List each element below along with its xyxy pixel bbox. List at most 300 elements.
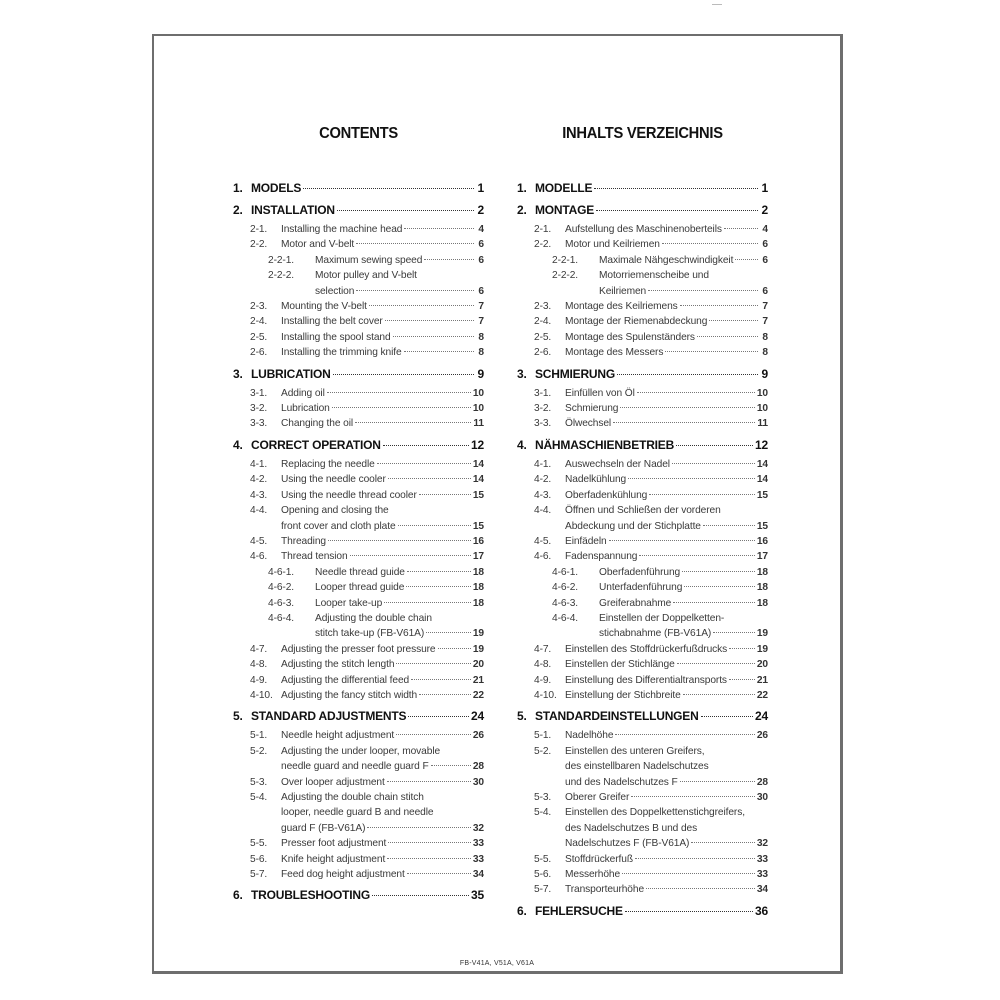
toc-entry-number: 4-6.	[250, 551, 268, 563]
dot-leader	[662, 243, 758, 244]
toc-entry-5-1[interactable]	[233, 728, 484, 743]
toc-entry-number: 4-8.	[534, 659, 552, 671]
dot-leader	[387, 858, 471, 859]
toc-entry-title: Installing the belt cover	[281, 316, 383, 328]
dot-leader	[385, 320, 474, 321]
dot-leader	[676, 445, 753, 446]
toc-entry-title: Threading	[281, 535, 326, 547]
toc-entry-number: 2.	[517, 203, 527, 217]
toc-entry-title: Aufstellung des Maschinenoberteils	[565, 224, 722, 235]
toc-entry-2-2-1[interactable]	[233, 253, 484, 268]
toc-page-number: 7	[478, 316, 484, 328]
dot-leader	[369, 305, 474, 306]
toc-page-number: 15	[756, 489, 768, 501]
toc-entry-number: 4-6.	[534, 551, 552, 563]
toc-entry-title: Feed dog height adjustment	[281, 869, 405, 881]
dot-leader	[639, 555, 755, 556]
dot-leader	[384, 602, 471, 603]
toc-entry-title: Replacing the needle	[281, 458, 375, 470]
toc-entry-5-4-cont[interactable]	[517, 821, 768, 836]
toc-entry-number: 2-4.	[250, 316, 268, 328]
toc-page-number: 24	[755, 709, 768, 724]
toc-entry-title: Adjusting the presser foot pressure	[281, 643, 436, 655]
contents-title-german: INHALTS VERZEICHNIS	[562, 125, 723, 142]
toc-entry-5-6[interactable]	[233, 852, 484, 867]
toc-page-number: 10	[472, 403, 484, 415]
toc-entry-5-6[interactable]	[517, 867, 768, 882]
dot-leader	[327, 392, 471, 393]
toc-entry-2-4[interactable]	[517, 314, 768, 329]
toc-entry-number: 5-1.	[250, 730, 268, 742]
toc-entry-5[interactable]	[517, 708, 768, 725]
toc-entry-number: 4-2.	[534, 474, 552, 486]
toc-entry-title: Einstellung des Differentialtransports	[565, 674, 727, 686]
toc-entry-5-2[interactable]	[233, 744, 484, 759]
toc-entry-title: Einstellen des Stoffdrückerfußdrucks	[565, 643, 728, 655]
toc-entry-number: 2-5.	[534, 331, 552, 343]
toc-entry-title: Motor und Keilriemen	[565, 239, 660, 251]
toc-entry-6[interactable]	[233, 887, 484, 904]
toc-entry-4[interactable]	[233, 437, 484, 454]
toc-page-number: 1	[761, 181, 768, 195]
toc-entry-title: Motor pulley and V-belt	[315, 270, 417, 282]
dot-leader	[303, 188, 474, 189]
toc-entry-2-2[interactable]	[517, 237, 768, 252]
dot-leader	[683, 694, 755, 695]
toc-entry-5-4-cont[interactable]	[517, 836, 768, 851]
dot-leader	[404, 228, 474, 229]
toc-entry-number: 4-10.	[534, 689, 557, 701]
toc-entry-6[interactable]	[517, 903, 768, 920]
toc-page-number: 6	[762, 254, 768, 266]
toc-page-number: 28	[472, 761, 484, 773]
toc-entry-title: LUBRICATION	[251, 366, 331, 381]
toc-entry-4-6-2[interactable]	[517, 580, 768, 595]
dot-leader	[649, 494, 755, 495]
toc-entry-title: Fadenspannung	[565, 551, 638, 563]
toc-entry-title: Ölwechsel	[565, 418, 612, 430]
toc-entry-4-1[interactable]	[517, 457, 768, 472]
toc-entry-number: 3.	[233, 366, 243, 381]
toc-entry-number: 5-5.	[250, 838, 268, 850]
toc-entry-4-4[interactable]	[517, 503, 768, 518]
toc-entry-title: stitch take-up (FB-V61A)	[315, 628, 425, 640]
toc-entry-number: 5-4.	[250, 792, 268, 803]
toc-entry-title: Oberfadenkühlung	[565, 489, 648, 501]
toc-entry-number: 2-1.	[534, 224, 552, 235]
toc-entry-3[interactable]	[517, 366, 768, 383]
toc-entry-number: 5.	[517, 709, 527, 724]
dot-leader	[646, 888, 755, 889]
toc-page-number: 34	[472, 869, 484, 881]
toc-entry-4-10[interactable]	[233, 688, 484, 703]
toc-entry-number: 1.	[233, 181, 243, 195]
dot-leader	[684, 586, 755, 587]
toc-entry-4-6[interactable]	[517, 549, 768, 564]
toc-entry-number: 5-3.	[250, 776, 268, 788]
toc-entry-4-4-cont[interactable]	[233, 519, 484, 534]
dot-leader	[408, 716, 469, 717]
toc-page-number: 32	[472, 822, 484, 834]
toc-entry-number: 4-7.	[250, 643, 268, 655]
toc-page-number: 8	[762, 347, 768, 359]
toc-entry-3-1[interactable]	[233, 386, 484, 401]
dot-leader	[431, 765, 471, 766]
toc-entry-2-2-2-cont[interactable]	[233, 284, 484, 299]
toc-page-number: 19	[756, 643, 768, 655]
toc-entry-number: 3-2.	[250, 403, 268, 415]
toc-page-number: 22	[472, 689, 484, 701]
toc-entry-4-8[interactable]	[233, 657, 484, 672]
toc-entry-5-5[interactable]	[517, 852, 768, 867]
toc-entry-1[interactable]	[233, 180, 484, 197]
toc-entry-title: Adjusting the double chain stitch	[281, 792, 424, 803]
dot-leader	[411, 679, 471, 680]
toc-page-number: 6	[478, 285, 484, 297]
toc-entry-title: Looper thread guide	[315, 582, 405, 594]
dot-leader	[372, 895, 469, 896]
dot-leader	[672, 463, 755, 464]
toc-entry-2-3[interactable]	[233, 299, 484, 314]
toc-page-number: 9	[477, 366, 484, 381]
page-footer-models: FB-V41A, V51A, V61A	[459, 960, 535, 967]
toc-page-number: 18	[756, 566, 768, 578]
toc-entry-number: 4-2.	[250, 474, 268, 486]
toc-entry-4-6-4[interactable]	[517, 611, 768, 626]
toc-page-number: 33	[472, 838, 484, 850]
toc-page-number: 15	[472, 489, 484, 501]
toc-entry-2[interactable]	[233, 202, 484, 219]
toc-entry-4-6-2[interactable]	[233, 580, 484, 595]
toc-page-number: 33	[472, 853, 484, 865]
toc-page-number: 2	[477, 203, 484, 217]
toc-entry-number: 5-1.	[534, 730, 552, 742]
toc-entry-4-6-3[interactable]	[233, 596, 484, 611]
toc-entry-2-5[interactable]	[233, 330, 484, 345]
toc-entry-number: 4-6-2.	[552, 582, 579, 594]
dot-leader	[393, 336, 474, 337]
toc-entry-title: Oberer Greifer	[565, 792, 630, 803]
toc-entry-2-6[interactable]	[517, 345, 768, 360]
toc-page-number: 4	[762, 224, 768, 235]
dot-leader	[383, 445, 469, 446]
toc-page-number: 14	[472, 474, 484, 486]
toc-entry-title: Öffnen und Schließen der vorderen	[565, 505, 721, 517]
toc-entry-5-3[interactable]	[517, 790, 768, 805]
dot-leader	[628, 478, 755, 479]
toc-page-number: 9	[761, 366, 768, 381]
toc-entry-4-2[interactable]	[517, 472, 768, 487]
scan-artifact	[712, 4, 722, 5]
toc-entry-number: 5-5.	[534, 853, 552, 865]
toc-page-number: 12	[471, 437, 484, 452]
toc-entry-number: 2.	[233, 203, 243, 217]
dot-leader	[396, 663, 470, 664]
toc-entry-number: 4-5.	[534, 535, 552, 547]
dot-leader	[350, 555, 471, 556]
toc-entry-5-7[interactable]	[517, 882, 768, 897]
toc-entry-5-4-cont[interactable]	[233, 805, 484, 820]
toc-entry-title: Changing the oil	[281, 418, 354, 430]
toc-entry-4-6-4[interactable]	[233, 611, 484, 626]
toc-entry-title: Opening and closing the	[281, 505, 389, 517]
toc-entry-2-3[interactable]	[517, 299, 768, 314]
toc-entry-title: Messerhöhe	[565, 869, 621, 881]
dot-leader	[620, 407, 754, 408]
toc-entry-3-3[interactable]	[517, 416, 768, 431]
toc-entry-number: 4-6-4.	[552, 612, 579, 624]
toc-entry-title: Motor and V-belt	[281, 239, 355, 251]
toc-entry-title: guard F (FB-V61A)	[281, 822, 366, 834]
toc-entry-number: 4-1.	[250, 458, 268, 470]
dot-leader	[387, 781, 471, 782]
dot-leader	[677, 663, 755, 664]
toc-entry-4-8[interactable]	[517, 657, 768, 672]
toc-entry-4-6[interactable]	[233, 549, 484, 564]
toc-page-number: 21	[756, 674, 768, 686]
toc-entry-number: 5-2.	[534, 745, 552, 757]
dot-leader	[424, 259, 474, 260]
toc-entry-3-3[interactable]	[233, 416, 484, 431]
toc-entry-number: 4-6-1.	[268, 566, 295, 578]
toc-entry-number: 5-3.	[534, 792, 552, 803]
toc-page-number: 22	[756, 689, 768, 701]
dot-leader	[615, 734, 754, 735]
toc-entry-number: 2-2.	[534, 239, 552, 251]
toc-entry-title: Einfädeln	[565, 535, 607, 547]
toc-entry-3[interactable]	[233, 366, 484, 383]
dot-leader	[337, 210, 474, 211]
toc-page-number: 7	[762, 316, 768, 328]
toc-entry-5-4[interactable]	[517, 805, 768, 820]
toc-page-number: 35	[471, 888, 484, 903]
toc-entry-4-6-4-cont[interactable]	[517, 626, 768, 641]
toc-page-number: 19	[756, 628, 768, 640]
toc-entry-number: 5-6.	[534, 869, 552, 881]
dot-leader	[729, 679, 755, 680]
toc-entry-4-9[interactable]	[517, 673, 768, 688]
toc-entry-2-4[interactable]	[233, 314, 484, 329]
toc-entry-4-4[interactable]	[233, 503, 484, 518]
dot-leader	[594, 188, 758, 189]
dot-leader	[625, 911, 753, 912]
dot-leader	[333, 374, 474, 375]
toc-entry-4-1[interactable]	[233, 457, 484, 472]
toc-entry-number: 4.	[517, 437, 527, 452]
toc-entry-2-1[interactable]	[233, 222, 484, 237]
toc-page-number: 26	[472, 730, 484, 742]
toc-entry-5-2-cont[interactable]	[517, 759, 768, 774]
toc-entry-title: Installing the trimming knife	[281, 347, 402, 359]
toc-entry-5-7[interactable]	[233, 867, 484, 882]
toc-page-number: 10	[756, 387, 768, 399]
toc-entry-title: Montage des Messers	[565, 347, 664, 359]
toc-entry-4-3[interactable]	[233, 488, 484, 503]
toc-entry-5-2-cont[interactable]	[517, 775, 768, 790]
toc-entry-4-4-cont[interactable]	[517, 519, 768, 534]
dot-leader	[709, 320, 758, 321]
toc-entry-title: Adding oil	[281, 387, 325, 399]
dot-leader	[404, 351, 474, 352]
toc-entry-2-1[interactable]	[517, 222, 768, 237]
toc-entry-title: stichabnahme (FB-V61A)	[599, 628, 712, 640]
dot-leader	[419, 494, 471, 495]
dot-leader	[703, 525, 755, 526]
toc-entry-title: Einstellen des Doppelkettenstichgreifers,	[565, 807, 745, 819]
toc-entry-number: 2-2-1.	[268, 254, 295, 266]
toc-entry-title: Einstellung der Stichbreite	[565, 689, 681, 701]
toc-entry-4-6-1[interactable]	[517, 565, 768, 580]
toc-entry-5-2[interactable]	[517, 744, 768, 759]
toc-entry-3-1[interactable]	[517, 386, 768, 401]
toc-page-number: 16	[756, 535, 768, 547]
dot-leader	[609, 540, 755, 541]
dot-leader	[680, 781, 755, 782]
dot-leader	[637, 392, 755, 393]
toc-page-number: 19	[472, 643, 484, 655]
toc-entry-number: 4-9.	[534, 674, 552, 686]
toc-entry-4-7[interactable]	[233, 642, 484, 657]
toc-entry-5-2-cont[interactable]	[233, 759, 484, 774]
toc-entry-title: Using the needle thread cooler	[281, 489, 417, 501]
dot-leader	[388, 842, 471, 843]
toc-page-number: 14	[756, 458, 768, 470]
toc-entry-1[interactable]	[517, 180, 768, 197]
toc-entry-number: 4.	[233, 437, 243, 452]
dot-leader	[724, 228, 758, 229]
dot-leader	[665, 351, 758, 352]
toc-entry-4-5[interactable]	[233, 534, 484, 549]
toc-entry-number: 4-6-1.	[552, 566, 579, 578]
toc-entry-4[interactable]	[517, 437, 768, 454]
toc-entry-title: des einstellbaren Nadelschutzes	[565, 761, 709, 773]
toc-entry-title: Einfüllen von Öl	[565, 387, 635, 399]
toc-entry-number: 2-6.	[250, 347, 268, 359]
toc-entry-4-6-1[interactable]	[233, 565, 484, 580]
toc-entry-title: Nadelhöhe	[565, 730, 614, 742]
dot-leader	[673, 602, 755, 603]
dot-leader	[438, 648, 471, 649]
toc-entry-4-3[interactable]	[517, 488, 768, 503]
toc-entry-2-2-2-cont[interactable]	[517, 284, 768, 299]
toc-entry-number: 4-1.	[534, 458, 552, 470]
dot-leader	[406, 586, 471, 587]
toc-entry-number: 4-3.	[534, 489, 552, 501]
toc-page-number: 33	[756, 869, 768, 881]
toc-entry-3-2[interactable]	[233, 401, 484, 416]
toc-entry-title: selection	[315, 285, 355, 297]
dot-leader	[617, 374, 758, 375]
toc-entry-number: 4-4.	[534, 505, 552, 517]
toc-entry-title: Montage der Riemenabdeckung	[565, 316, 708, 328]
dot-leader	[697, 336, 758, 337]
toc-page-number: 6	[478, 239, 484, 251]
toc-entry-title: STANDARD ADJUSTMENTS	[251, 709, 407, 724]
toc-entry-title: TROUBLESHOOTING	[251, 888, 370, 903]
toc-entry-title: Nadelkühlung	[565, 474, 627, 486]
toc-entry-number: 2-3.	[250, 301, 268, 313]
toc-entry-number: 4-4.	[250, 505, 268, 517]
toc-entry-title: MONTAGE	[535, 203, 595, 217]
toc-entry-title: Maximale Nähgeschwindigkeit	[599, 254, 734, 266]
toc-entry-title: Transporteurhöhe	[565, 884, 645, 896]
toc-page-number: 6	[478, 254, 484, 266]
toc-entry-title: Einstellen des unteren Greifers,	[565, 745, 705, 757]
toc-entry-5-3[interactable]	[233, 775, 484, 790]
toc-page-number: 17	[472, 551, 484, 563]
toc-entry-5-1[interactable]	[517, 728, 768, 743]
dot-leader	[613, 422, 755, 423]
toc-entry-title: MODELS	[251, 181, 302, 195]
toc-entry-2-2-2[interactable]	[517, 268, 768, 283]
toc-entry-number: 2-2-1.	[552, 254, 579, 266]
toc-entry-4-5[interactable]	[517, 534, 768, 549]
toc-entry-title: Unterfadenführung	[599, 582, 683, 594]
toc-page-number: 7	[478, 301, 484, 313]
toc-entry-title: needle guard and needle guard F	[281, 761, 429, 773]
toc-entry-5-5[interactable]	[233, 836, 484, 851]
toc-entry-number: 4-10.	[250, 689, 273, 701]
toc-entry-4-7[interactable]	[517, 642, 768, 657]
toc-entry-4-10[interactable]	[517, 688, 768, 703]
toc-entry-title: Einstellen der Doppelketten-	[599, 612, 725, 624]
toc-entry-4-2[interactable]	[233, 472, 484, 487]
toc-entry-number: 2-2-2.	[552, 270, 579, 282]
toc-entry-number: 1.	[517, 181, 527, 195]
toc-entry-number: 5-7.	[534, 884, 552, 896]
toc-entry-5-4[interactable]	[233, 790, 484, 805]
toc-entry-5-4-cont[interactable]	[233, 821, 484, 836]
toc-entry-4-9[interactable]	[233, 673, 484, 688]
toc-entry-number: 4-6-3.	[552, 597, 579, 609]
toc-entry-number: 2-5.	[250, 331, 268, 343]
toc-entry-number: 4-6-3.	[268, 597, 295, 609]
toc-entry-2-2-1[interactable]	[517, 253, 768, 268]
toc-entry-2[interactable]	[517, 202, 768, 219]
toc-entry-2-5[interactable]	[517, 330, 768, 345]
toc-page-number: 18	[756, 597, 768, 609]
toc-entry-title: FEHLERSUCHE	[535, 903, 623, 918]
toc-entry-title: SCHMIERUNG	[535, 366, 616, 381]
dot-leader	[691, 842, 755, 843]
toc-page-number: 30	[472, 776, 484, 788]
toc-entry-2-2-2[interactable]	[233, 268, 484, 283]
toc-entry-title: STANDARDEINSTELLUNGEN	[535, 709, 699, 724]
toc-entry-number: 2-3.	[534, 301, 552, 313]
toc-entry-title: Oberfadenführung	[599, 566, 681, 578]
dot-leader	[426, 632, 471, 633]
toc-entry-4-6-3[interactable]	[517, 596, 768, 611]
toc-entry-2-6[interactable]	[233, 345, 484, 360]
toc-entry-title: Stoffdrückerfuß	[565, 853, 633, 865]
toc-entry-5[interactable]	[233, 708, 484, 725]
toc-page-number: 26	[756, 730, 768, 742]
toc-page-number: 20	[472, 659, 484, 671]
toc-page-number: 30	[756, 792, 768, 803]
toc-page-number: 10	[756, 403, 768, 415]
toc-entry-number: 4-6-2.	[268, 582, 295, 594]
dot-leader	[355, 422, 471, 423]
toc-entry-number: 4-5.	[250, 535, 268, 547]
toc-page-number: 14	[472, 458, 484, 470]
toc-entry-3-2[interactable]	[517, 401, 768, 416]
toc-entry-2-2[interactable]	[233, 237, 484, 252]
toc-entry-title: Greiferabnahme	[599, 597, 672, 609]
toc-list-english	[233, 180, 484, 904]
toc-entry-number: 2-2.	[250, 239, 268, 251]
toc-entry-4-6-4-cont[interactable]	[233, 626, 484, 641]
toc-entry-title: front cover and cloth plate	[281, 520, 396, 532]
